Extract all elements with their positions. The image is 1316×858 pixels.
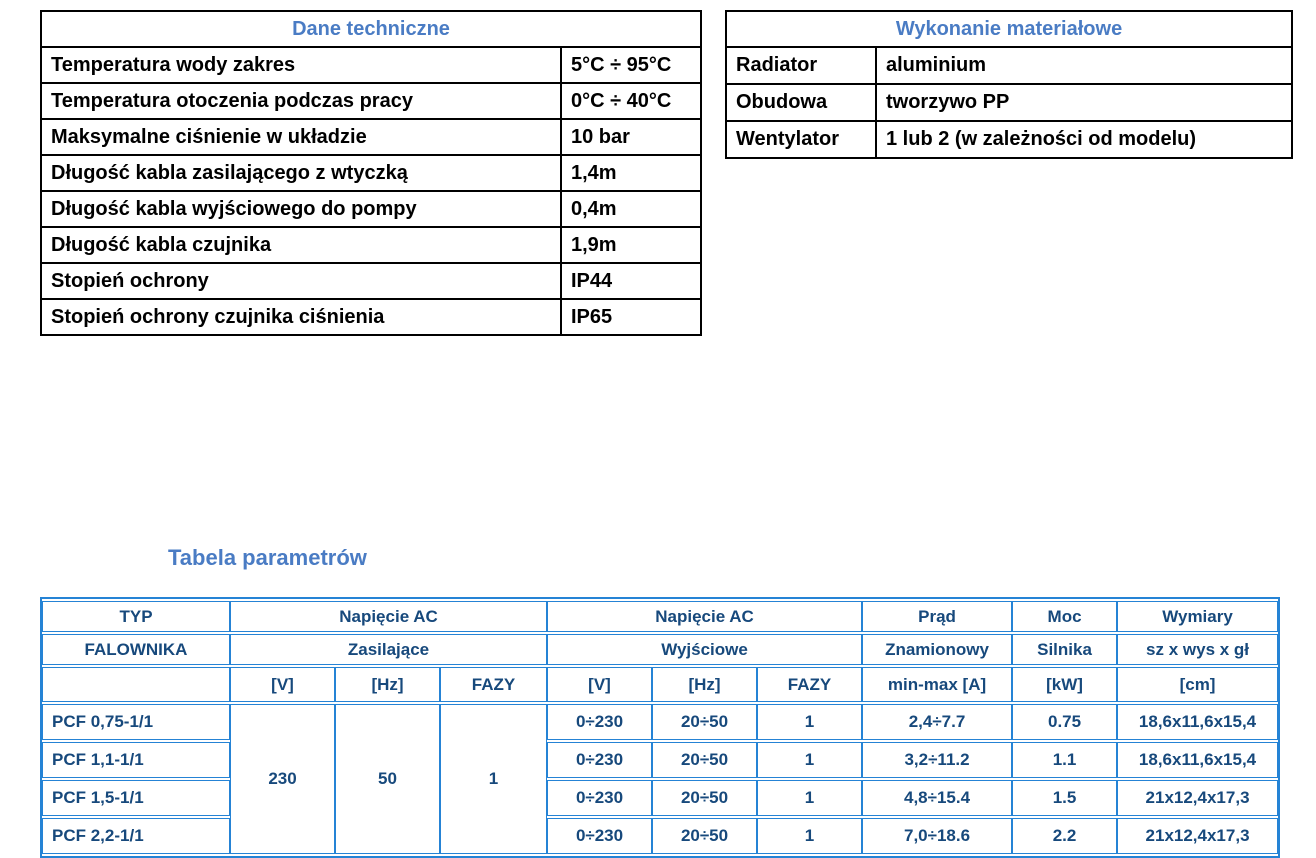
- header-zasilajace: Zasilające: [230, 634, 547, 665]
- cell-prad: 3,2÷11.2: [862, 742, 1012, 778]
- cell-wyj-hz: 20÷50: [652, 742, 757, 778]
- header-empty-cell: [42, 667, 230, 702]
- cell-zasilajace-v-merged: 230: [230, 704, 335, 854]
- header-sz-wys-gl: sz x wys x gł: [1117, 634, 1278, 665]
- cell-wyj-fazy: 1: [757, 818, 862, 854]
- param-header-row-1: [42, 601, 1278, 632]
- header-unit-min-max-a: min-max [A]: [862, 667, 1012, 702]
- param-header-row-3: [42, 667, 1278, 702]
- cell-wyj-fazy: 1: [757, 704, 862, 740]
- param-data-row: [42, 780, 1278, 816]
- spec-label: Długość kabla zasilającego z wtyczką: [41, 155, 561, 191]
- cell-wymiary: 21x12,4x17,3: [1117, 780, 1278, 816]
- table-row: [41, 47, 701, 83]
- table-row: [41, 119, 701, 155]
- table-row: [41, 83, 701, 119]
- cell-moc: 1.5: [1012, 780, 1117, 816]
- cell-prad: 2,4÷7.7: [862, 704, 1012, 740]
- cell-typ: PCF 1,1-1/1: [42, 742, 230, 778]
- param-data-row: [42, 818, 1278, 854]
- header-znamionowy: Znamionowy: [862, 634, 1012, 665]
- cell-wymiary: 18,6x11,6x15,4: [1117, 704, 1278, 740]
- header-unit-fazy: FAZY: [757, 667, 862, 702]
- header-moc: Moc: [1012, 601, 1117, 632]
- header-wyjsciowe: Wyjściowe: [547, 634, 862, 665]
- cell-wymiary: 18,6x11,6x15,4: [1117, 742, 1278, 778]
- table-row: [41, 155, 701, 191]
- cell-typ: PCF 1,5-1/1: [42, 780, 230, 816]
- header-unit-hz: [Hz]: [335, 667, 440, 702]
- cell-prad: 4,8÷15.4: [862, 780, 1012, 816]
- param-table-heading: Tabela parametrów: [168, 545, 367, 570]
- spec-value: 1,9m: [561, 227, 701, 263]
- spec-label: Stopień ochrony czujnika ciśnienia: [41, 299, 561, 335]
- param-header-row-2: [42, 634, 1278, 665]
- cell-prad: 7,0÷18.6: [862, 818, 1012, 854]
- wykonanie-materialowe-title: Wykonanie materiałowe: [726, 11, 1292, 47]
- cell-wyj-hz: 20÷50: [652, 780, 757, 816]
- table-row: [726, 121, 1292, 158]
- spec-label: Wentylator: [726, 121, 876, 158]
- cell-zasilajace-fazy-merged: 1: [440, 704, 547, 854]
- spec-value: aluminium: [876, 47, 1292, 84]
- header-typ: TYP: [42, 601, 230, 632]
- table-row: [41, 191, 701, 227]
- spec-value: IP44: [561, 263, 701, 299]
- spec-label: Maksymalne ciśnienie w układzie: [41, 119, 561, 155]
- spec-value: 0°C ÷ 40°C: [561, 83, 701, 119]
- spec-value: tworzywo PP: [876, 84, 1292, 121]
- spec-value: 0,4m: [561, 191, 701, 227]
- cell-wyj-hz: 20÷50: [652, 818, 757, 854]
- cell-zasilajace-hz-merged: 50: [335, 704, 440, 854]
- cell-wyj-v: 0÷230: [547, 704, 652, 740]
- param-data-row: [42, 704, 1278, 740]
- table-title-row: [41, 11, 701, 47]
- header-unit-v: [V]: [547, 667, 652, 702]
- cell-moc: 2.2: [1012, 818, 1117, 854]
- param-table: [40, 597, 1280, 858]
- cell-wymiary: 21x12,4x17,3: [1117, 818, 1278, 854]
- spec-value: 1 lub 2 (w zależności od modelu): [876, 121, 1292, 158]
- table-row: [41, 227, 701, 263]
- table-title-row: [726, 11, 1292, 47]
- spec-label: Stopień ochrony: [41, 263, 561, 299]
- table-row: [41, 263, 701, 299]
- cell-typ: PCF 0,75-1/1: [42, 704, 230, 740]
- cell-wyj-v: 0÷230: [547, 818, 652, 854]
- cell-moc: 0.75: [1012, 704, 1117, 740]
- spec-label: Temperatura wody zakres: [41, 47, 561, 83]
- spec-label: Długość kabla wyjściowego do pompy: [41, 191, 561, 227]
- cell-typ: PCF 2,2-1/1: [42, 818, 230, 854]
- spec-label: Długość kabla czujnika: [41, 227, 561, 263]
- spec-label: Temperatura otoczenia podczas pracy: [41, 83, 561, 119]
- table-row: [726, 84, 1292, 121]
- wykonanie-materialowe-table: [725, 10, 1293, 159]
- header-unit-cm: [cm]: [1117, 667, 1278, 702]
- table-row: [41, 299, 701, 335]
- header-falownika: FALOWNIKA: [42, 634, 230, 665]
- cell-moc: 1.1: [1012, 742, 1117, 778]
- spec-value: 1,4m: [561, 155, 701, 191]
- spec-value: IP65: [561, 299, 701, 335]
- spec-value: 5°C ÷ 95°C: [561, 47, 701, 83]
- header-unit-v: [V]: [230, 667, 335, 702]
- param-data-row: [42, 742, 1278, 778]
- cell-wyj-fazy: 1: [757, 780, 862, 816]
- header-prad: Prąd: [862, 601, 1012, 632]
- header-unit-hz: [Hz]: [652, 667, 757, 702]
- header-napiecie-ac-wyjsciowe: Napięcie AC: [547, 601, 862, 632]
- header-unit-kw: [kW]: [1012, 667, 1117, 702]
- header-unit-fazy: FAZY: [440, 667, 547, 702]
- spec-label: Obudowa: [726, 84, 876, 121]
- cell-wyj-hz: 20÷50: [652, 704, 757, 740]
- cell-wyj-v: 0÷230: [547, 780, 652, 816]
- cell-wyj-fazy: 1: [757, 742, 862, 778]
- cell-wyj-v: 0÷230: [547, 742, 652, 778]
- spec-value: 10 bar: [561, 119, 701, 155]
- table-row: [726, 47, 1292, 84]
- header-wymiary: Wymiary: [1117, 601, 1278, 632]
- spec-label: Radiator: [726, 47, 876, 84]
- header-napiecie-ac-zasilajace: Napięcie AC: [230, 601, 547, 632]
- dane-techniczne-title: Dane techniczne: [41, 11, 701, 47]
- dane-techniczne-table: [40, 10, 702, 336]
- header-silnika: Silnika: [1012, 634, 1117, 665]
